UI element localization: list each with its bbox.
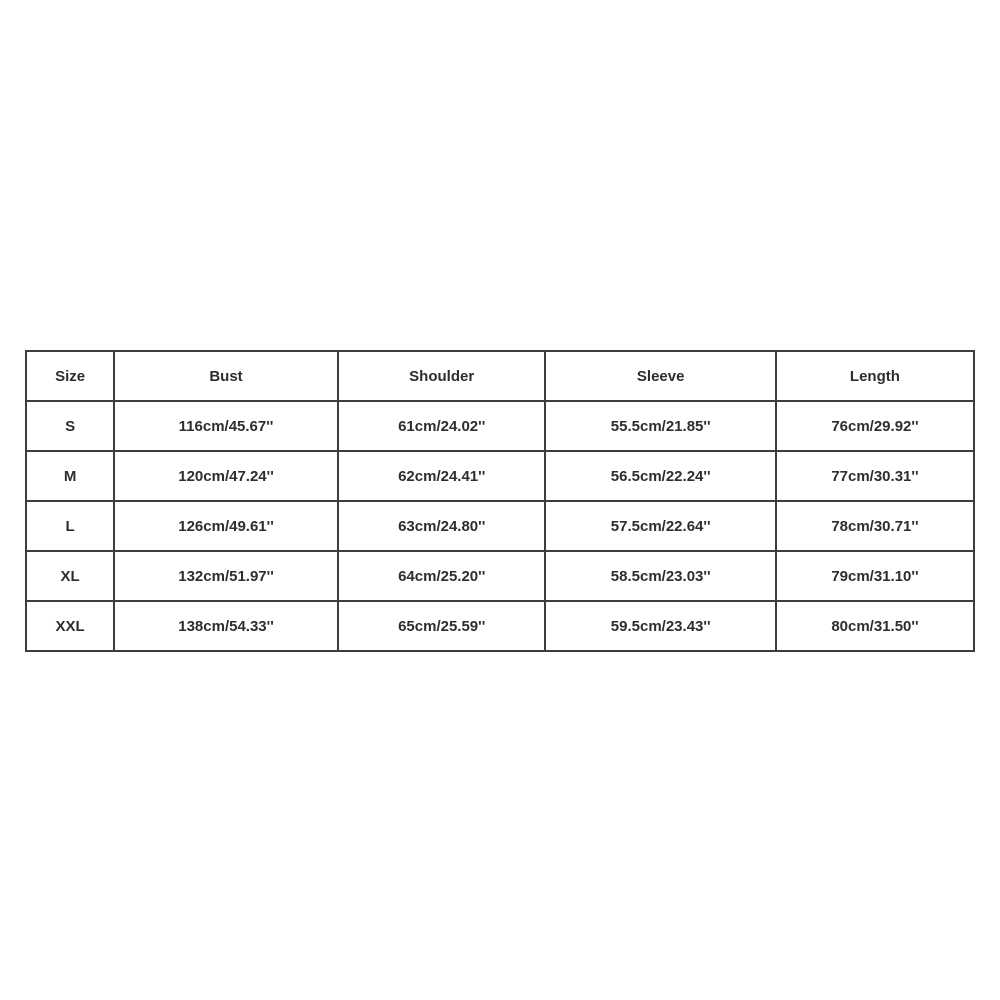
cell-sleeve: 55.5cm/21.85'' [545, 401, 775, 451]
header-cell-sleeve: Sleeve [545, 351, 775, 401]
cell-size: S [26, 401, 114, 451]
cell-sleeve: 56.5cm/22.24'' [545, 451, 775, 501]
cell-length: 80cm/31.50'' [776, 601, 974, 651]
cell-shoulder: 63cm/24.80'' [338, 501, 546, 551]
cell-bust: 126cm/49.61'' [114, 501, 338, 551]
header-cell-length: Length [776, 351, 974, 401]
cell-length: 76cm/29.92'' [776, 401, 974, 451]
cell-length: 77cm/30.31'' [776, 451, 974, 501]
cell-bust: 116cm/45.67'' [114, 401, 338, 451]
table-row [26, 501, 974, 551]
cell-bust: 120cm/47.24'' [114, 451, 338, 501]
header-cell-size: Size [26, 351, 114, 401]
cell-shoulder: 61cm/24.02'' [338, 401, 546, 451]
cell-size: XL [26, 551, 114, 601]
cell-length: 79cm/31.10'' [776, 551, 974, 601]
cell-sleeve: 58.5cm/23.03'' [545, 551, 775, 601]
cell-sleeve: 59.5cm/23.43'' [545, 601, 775, 651]
cell-bust: 138cm/54.33'' [114, 601, 338, 651]
cell-sleeve: 57.5cm/22.64'' [545, 501, 775, 551]
cell-shoulder: 65cm/25.59'' [338, 601, 546, 651]
cell-length: 78cm/30.71'' [776, 501, 974, 551]
header-row [26, 351, 974, 401]
cell-bust: 132cm/51.97'' [114, 551, 338, 601]
cell-size: M [26, 451, 114, 501]
table-row [26, 401, 974, 451]
cell-size: L [26, 501, 114, 551]
cell-size: XXL [26, 601, 114, 651]
cell-shoulder: 62cm/24.41'' [338, 451, 546, 501]
table-row [26, 451, 974, 501]
header-cell-bust: Bust [114, 351, 338, 401]
table-row [26, 601, 974, 651]
header-cell-shoulder: Shoulder [338, 351, 546, 401]
table-row [26, 551, 974, 601]
cell-shoulder: 64cm/25.20'' [338, 551, 546, 601]
size-chart-table [25, 350, 975, 652]
